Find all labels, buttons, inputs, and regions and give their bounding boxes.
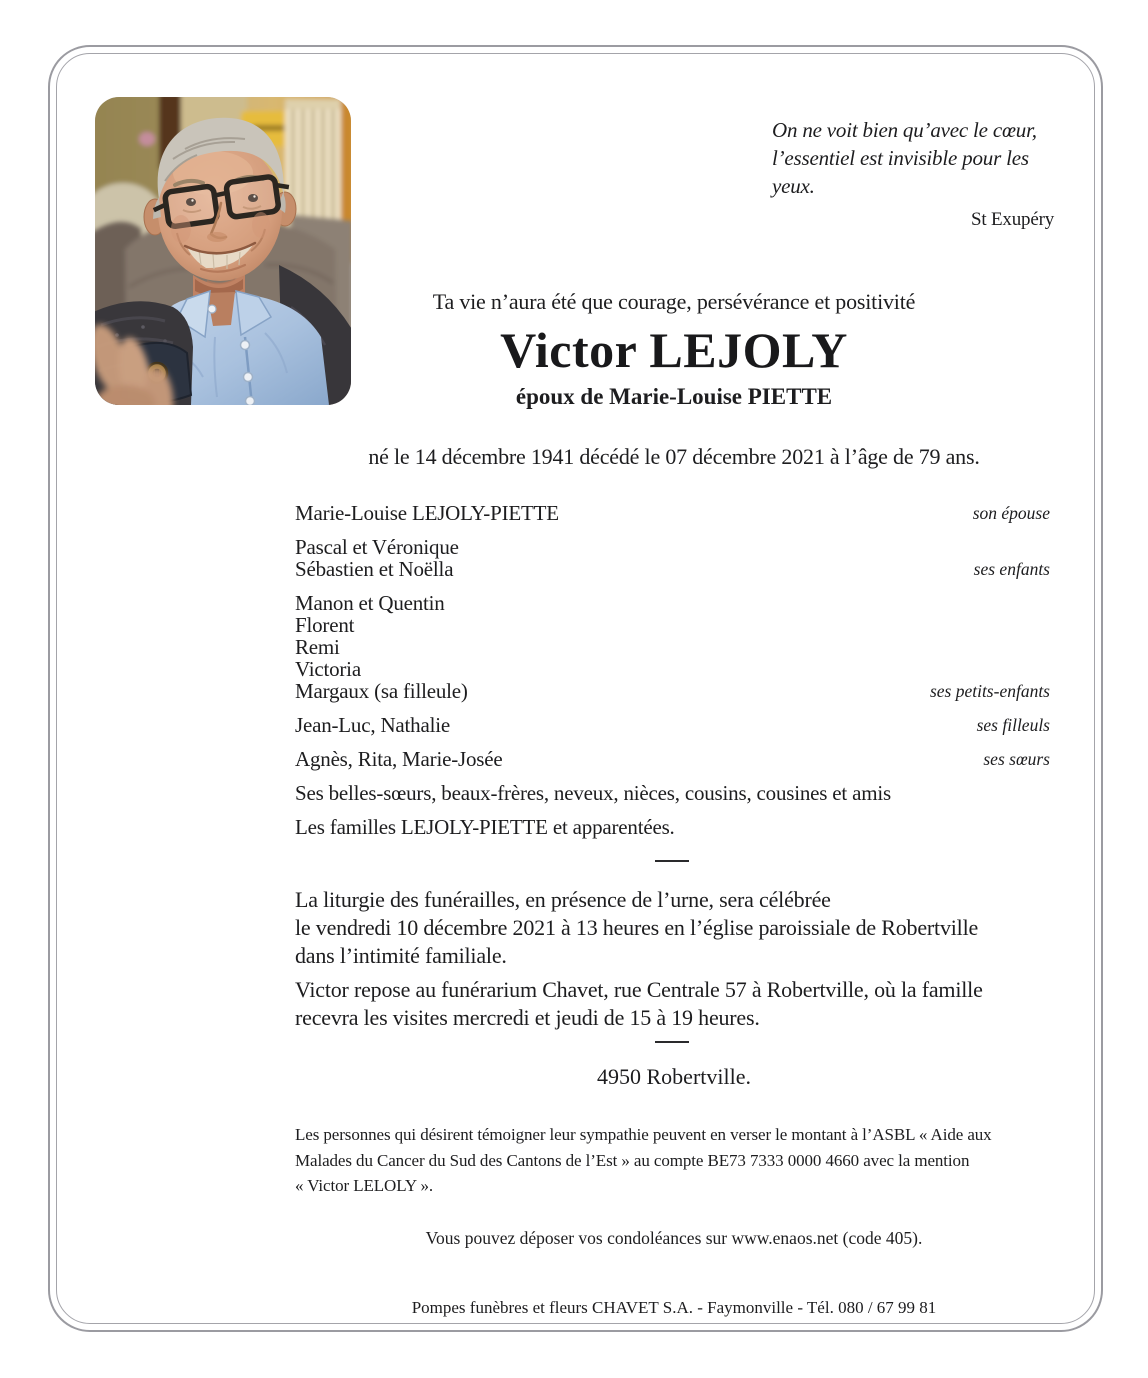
relative-name: Victoria (295, 657, 361, 681)
quote-line-1: On ne voit bien qu’avec le cœur, (772, 118, 1037, 142)
liturgy-line: La liturgie des funérailles, en présence de l’urne, sera célébrée (295, 887, 831, 912)
relative-group-spouse (295, 502, 1050, 524)
memorial-quote (772, 116, 1054, 234)
relative-name: Marie-Louise LEJOLY-PIETTE (295, 501, 559, 525)
relative-name: Remi (295, 635, 340, 659)
epitaph-line: Ta vie n’aura été que courage, persévérance et positivité (432, 289, 916, 314)
relative-group-children (295, 536, 1050, 580)
donation-line: Les personnes qui désirent témoigner leur sympathie peuvent en verser le montant à l’ASBL « Aide aux (295, 1125, 992, 1144)
liturgy-line: dans l’intimité familiale. (295, 943, 507, 968)
relation-label: ses sœurs (983, 749, 1050, 769)
quote-line-2: l’essentiel est invisible pour les yeux. (772, 146, 1029, 198)
birth-death-line: né le 14 décembre 1941 décédé le 07 décembre 2021 à l’âge de 79 ans. (368, 444, 980, 469)
donation-line: Malades du Cancer du Sud des Cantons de l’Est » au compte BE73 7333 0000 4660 avec la mention (295, 1150, 970, 1170)
families-line: Les familles LEJOLY-PIETTE et apparentées. (295, 815, 675, 839)
relation-label: son épouse (972, 503, 1050, 523)
relative-group-sisters (295, 748, 1050, 770)
repose-line: recevra les visites mercredi et jeudi de 15 à 19 heures. (295, 1005, 760, 1030)
relative-name: Florent (295, 613, 355, 637)
deceased-name: Victor LEJOLY (500, 322, 848, 378)
separator-line-2 (655, 1041, 689, 1043)
city-line: 4950 Robertville. (597, 1064, 751, 1089)
quote-attribution: St Exupéry (971, 209, 1054, 230)
donation-paragraph (295, 1122, 1055, 1199)
repose-paragraph (295, 976, 1055, 1032)
extended-family-line: Ses belles-sœurs, beaux-frères, neveux, nièces, cousins, cousines et amis (295, 781, 891, 805)
relative-group-grandchildren (295, 592, 1050, 702)
relative-name: Margaux (sa filleule) (295, 679, 468, 703)
liturgy-paragraph (295, 886, 1055, 970)
relative-name: Jean-Luc, Nathalie (295, 713, 450, 737)
donation-line: « Victor LELOLY ». (295, 1176, 434, 1195)
relative-name: Agnès, Rita, Marie-Josée (295, 747, 503, 771)
relative-name: Sébastien et Noëlla (295, 557, 454, 581)
repose-line: Victor repose au funérarium Chavet, rue Centrale 57 à Robertville, où la famille (295, 977, 983, 1002)
relation-label: ses enfants (973, 559, 1050, 579)
relatives-list (295, 502, 1050, 850)
funeral-home-footer: Pompes funèbres et fleurs CHAVET S.A. - Faymonville - Tél. 080 / 67 99 81 (411, 1298, 937, 1317)
relation-label: ses filleuls (976, 715, 1050, 735)
condolences-line: Vous pouvez déposer vos condoléances sur www.enaos.net (code 405). (425, 1228, 923, 1248)
relative-name: Pascal et Véronique (295, 535, 459, 559)
spouse-line: époux de Marie-Louise PIETTE (515, 384, 833, 409)
relation-label: ses petits-enfants (929, 681, 1050, 701)
relative-group-godchildren (295, 714, 1050, 736)
separator-line-1 (655, 860, 689, 862)
liturgy-line: le vendredi 10 décembre 2021 à 13 heures en l’église paroissiale de Robertville (295, 915, 979, 940)
relative-name: Manon et Quentin (295, 591, 445, 615)
